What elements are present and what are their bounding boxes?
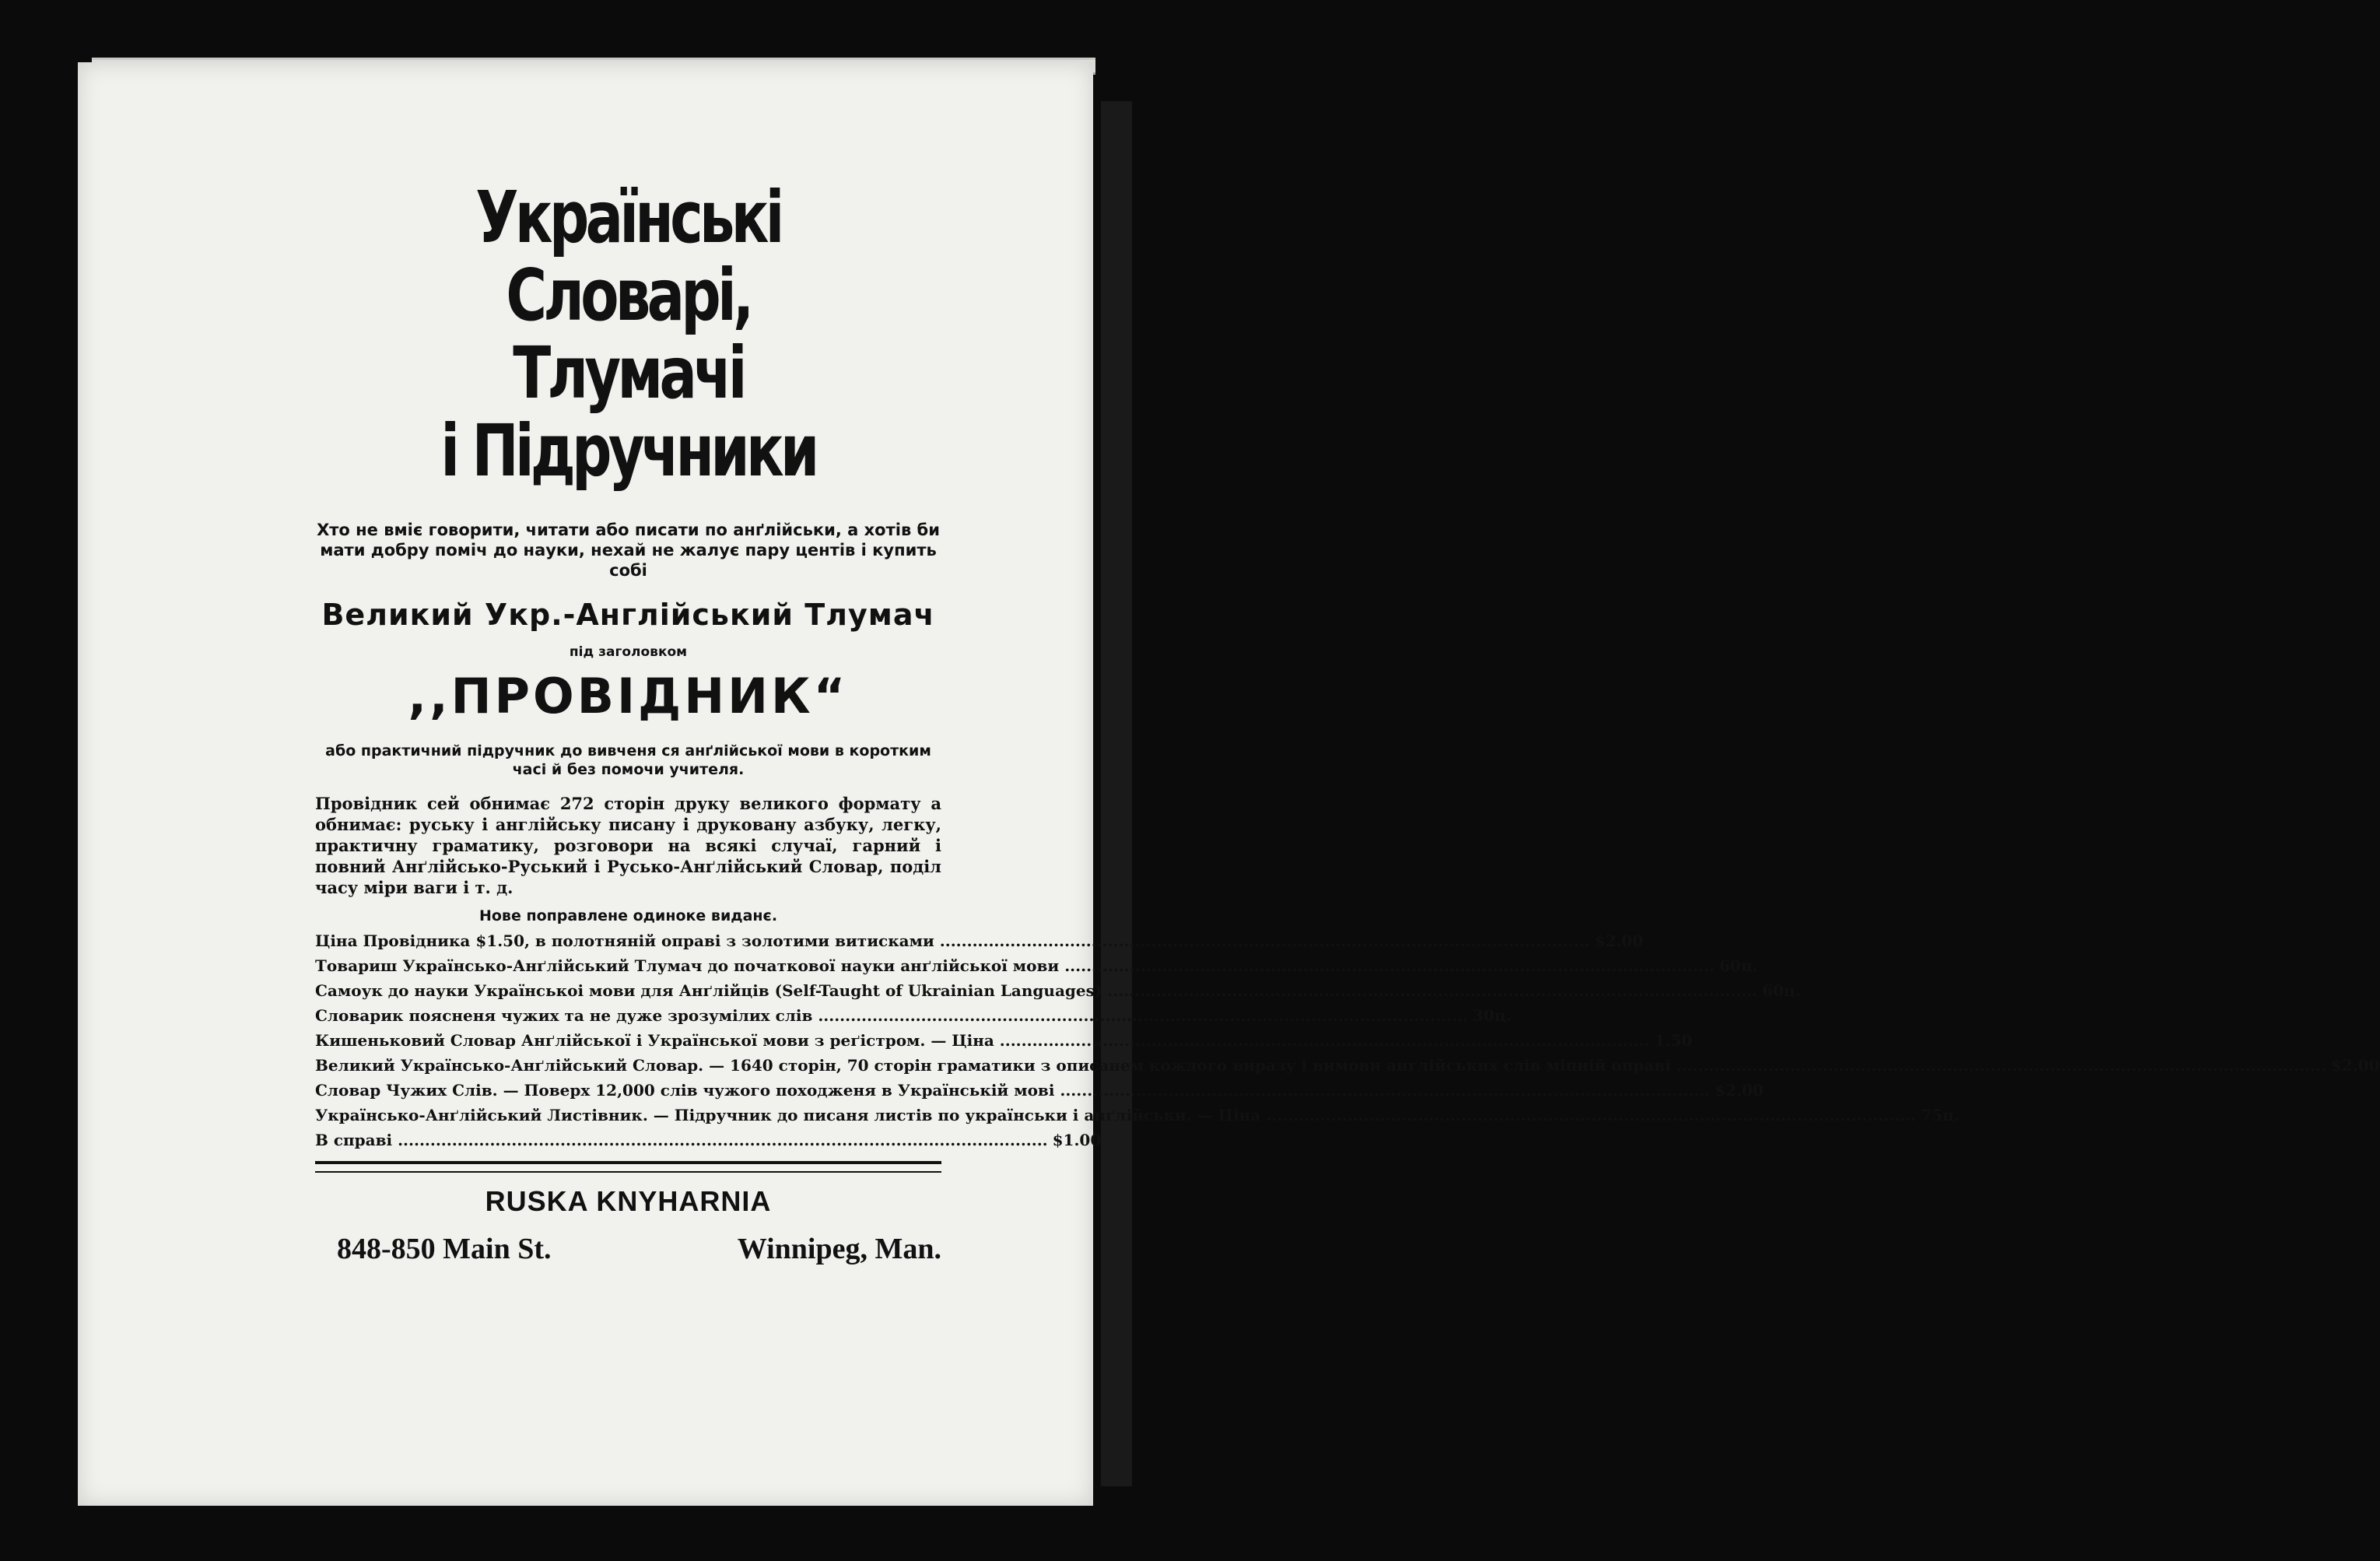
adjacent-page-edge — [1101, 101, 1132, 1486]
advertisement — [315, 176, 2380, 1266]
item-text: Великий Українсько-Анґлійський Словар. — 1640 сторін, 70 сторін граматики з описанем кождого виразу і вимови анґлійських слів міцній оправі ..... — [315, 1055, 2326, 1075]
headline-line-1: Українські Словарі, Тлумачі — [475, 176, 781, 415]
item-price: 60ц. — [1761, 981, 1801, 1000]
item-text: Словарик поясненя чужих та не дуже зрозумілих слів ..... — [315, 1005, 1468, 1026]
item-price: 75ц. — [1920, 1106, 1960, 1124]
item-text: Ціна Провідника $1.50, в полотняній оправі з золотими витисками ..... — [315, 931, 1590, 951]
item-price: $1.00 — [1052, 1131, 1102, 1149]
price-item — [315, 931, 1643, 951]
item-text: Товариш Українсько-Анґлійський Тлумач до початкової науки анґлійської мови ..... — [315, 956, 1715, 976]
double-rule-divider — [315, 1161, 941, 1173]
intro-text: Хто не вміє говорити, читати або писати по анґлійськи, а хотів би мати добру поміч до науки, нехай не жалує пару центів і купить собі — [317, 521, 940, 580]
book-description: Провідник сей обнимає 272 сторін друку великого формату а обнимає: руську і англійську писану і друковану азбуку, легку, практичну граматику, розговори на всякі случаї, гарний і повний Анґлійсько-Руський і Русько-Анґлійський Словар, поділ часу міри ваги і т. д. — [315, 794, 941, 897]
item-price: 1.50 — [1654, 1031, 1693, 1050]
item-price: $2.00 — [1594, 931, 1643, 950]
item-price: 30ц. — [1472, 1006, 1512, 1025]
price-item — [315, 1130, 1102, 1150]
book-subtitle: або практичний підручник до вивченя ся анґлійської мови в коротким часі й без помочи учителя. — [325, 742, 931, 778]
price-list — [315, 931, 2380, 1150]
book-title: ,,ПРОВІДНИК“ — [408, 668, 849, 724]
item-text: В справі ..... — [315, 1130, 1048, 1150]
price-item — [315, 1005, 1512, 1026]
price-item — [315, 980, 1801, 1001]
store-city: Winnipeg, Man. — [737, 1233, 941, 1265]
item-text: Українсько-Анґлійський Листівник. — Підручник до писаня листів по українськи і анґлійськи. — Ціна ..... — [315, 1105, 1916, 1125]
price-item — [315, 956, 1758, 976]
price-item — [315, 1105, 1960, 1125]
item-text: Кишеньковий Словар Анґлійської і Української мови з реґістром. — Ціна ..... — [315, 1030, 1649, 1051]
price-item — [315, 1080, 1764, 1100]
item-price: 60ц. — [1719, 956, 1758, 975]
store-name: RUSKA KNYHARNIA — [485, 1185, 772, 1217]
item-price: $2.00 — [2330, 1056, 2380, 1075]
under-title: під заголовком — [569, 644, 688, 660]
item-text: Самоук до науки Українськоі мови для Анґлійців (Self-Taught of Ukrainian Languages) ..... — [315, 980, 1758, 1001]
price-item — [315, 1030, 1693, 1051]
item-text: Словар Чужих Слів. — Поверх 12,000 слів чужого походженя в Українській мові ..... — [315, 1080, 1710, 1100]
store-street: 848-850 Main St. — [337, 1233, 552, 1265]
store-address — [315, 1232, 941, 1266]
item-price: $2.00 — [1714, 1081, 1764, 1100]
headline-line-2: і Підручники — [440, 409, 816, 493]
product-title: Великий Укр.-Англійський Тлумач — [321, 598, 935, 632]
edition-note: Нове поправлене одиноке виданє. — [478, 907, 778, 924]
price-item — [315, 1055, 2380, 1075]
